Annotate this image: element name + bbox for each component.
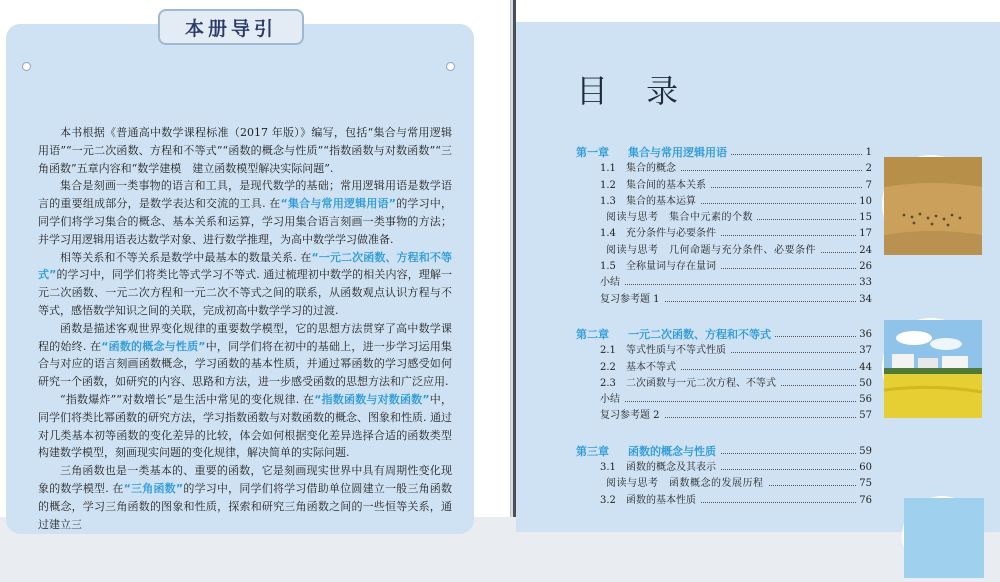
paragraph-text: 本书根据《普通高中数学课程标准（2017 年版）》编写，包括“集合与常用逻辑用语”“一元二次函数、方程和不等式”“函数的概念与性质”“指数函数与对数函数”“三角函数”五章内容和“数学建模 建立函数模型解决实际问题”. (38, 126, 452, 175)
left-page (0, 0, 510, 531)
paragraph-text: 的学习中，同学们将学习集合的概念、基本关系和运算，学习用集合语言刻画一类事物的方法；并学习用逻辑用语表达数学对象、进行数学推理，为高中数学学习做准备. (38, 197, 453, 246)
toc-page-number: 76 (856, 493, 872, 509)
toc-misc-entry[interactable] (576, 408, 872, 424)
toc-page-number: 60 (856, 460, 872, 476)
toc-entry-text (576, 327, 775, 343)
toc-entry-text (576, 444, 720, 460)
toc-chapter[interactable] (576, 444, 872, 460)
intro-paragraph (38, 462, 452, 533)
toc-entry-number: 1.1 (600, 163, 616, 175)
toc-entry-title: 小结 (600, 277, 620, 289)
toc-sec-entry[interactable] (576, 343, 872, 359)
toc-sec-entry[interactable] (576, 194, 872, 210)
paragraph-text: 的学习中，同学们将学习借助单位圆建立一般三角函数的概念，学习三角函数的图象和性质，探索和研究三角函数之间的一些恒等关系，通过建立三 (38, 481, 452, 531)
paragraph-text: 中，同学们将在初中的基础上，进一步学习运用集合与对应的语言刻画函数概念，学习函数的基本性质，并通过幂函数的学习感受如何研究一个函数，如研究的内容、思路和方法，进一步感受函数的思想方法和广泛应用. (38, 339, 452, 389)
toc-misc-entry[interactable] (576, 275, 872, 291)
toc-entry-text (576, 259, 720, 275)
toc-entry-title: 集合间的基本关系 (626, 179, 706, 191)
toc-page-number: 17 (856, 226, 872, 242)
toc-page-number: 15 (856, 210, 872, 226)
paragraph-text: 函数是描述客观世界变化规律的重要数学模型，它的思想方法贯穿了高中数学课程的始终. 在 (38, 321, 452, 353)
toc-entry-text (576, 243, 820, 259)
intro-paragraph (38, 177, 452, 248)
toc-page-number: 24 (856, 243, 872, 259)
toc-entry-title: 阅读与思考 集合中元素的个数 (606, 212, 753, 224)
toc-entry-number: 第一章 (576, 146, 609, 159)
toc-page-number: 34 (856, 292, 872, 308)
toc-page-number: 2 (863, 161, 872, 177)
toc-entry-number: 2.1 (600, 345, 616, 357)
toc-sec-entry[interactable] (576, 460, 872, 476)
toc-entry-title: 等式性质与不等式性质 (626, 345, 726, 357)
toc-entry-title: 阅读与思考 函数概念的发展历程 (606, 478, 764, 490)
toc-entry-text (576, 343, 730, 359)
toc-sec-entry[interactable] (576, 161, 872, 177)
toc-page-number: 37 (856, 343, 872, 359)
paragraph-text: “指数爆炸”“对数增长”是生活中常见的变化规律. 在 (60, 392, 315, 406)
toc-entry-title: 充分条件与必要条件 (626, 228, 716, 240)
toc-page-number: 50 (856, 376, 872, 392)
toc-entry-number: 1.4 (600, 228, 616, 240)
toc-page-number: 75 (856, 476, 872, 492)
toc-entry-number: 2.2 (600, 361, 616, 373)
toc-sec-entry[interactable] (576, 376, 872, 392)
binder-hole-right (446, 62, 455, 71)
paragraph-text: 中，同学们将类比幂函数的研究方法，学习指数函数与对数函数的概念、图象和性质. 通过对几类基本初等函数的变化差异的比较，体会如何根据变化差异选择合适的函数类型构建数学模型，刻画现实问题的变化规律，解决简单的实际问题. (38, 392, 452, 460)
toc-entry-title: 函数的基本性质 (626, 494, 696, 506)
toc-entry-text (576, 360, 680, 376)
rapeseed-village-photo (882, 318, 980, 416)
intro-title-tab (158, 9, 304, 45)
toc-entry-number: 第三章 (576, 444, 609, 458)
toc-entry-text (576, 376, 780, 392)
toc-sec-entry[interactable] (576, 259, 872, 275)
toc-entry-title: 小结 (600, 394, 620, 406)
toc-sub-entry[interactable] (576, 476, 872, 492)
toc-entry-number: 1.2 (600, 179, 616, 191)
chapter-highlight: “集合与常用逻辑用语” (280, 197, 396, 211)
toc-entry-text (576, 292, 664, 308)
intro-paragraph (38, 249, 452, 320)
toc-misc-entry[interactable] (576, 292, 872, 308)
toc-entry-text (576, 161, 680, 177)
intro-paragraph (38, 124, 452, 177)
intro-text (38, 124, 452, 533)
toc-entry-title: 集合与常用逻辑用语 (628, 146, 727, 159)
right-page (516, 0, 1000, 517)
toc-entry-text (576, 194, 700, 210)
toc-entry-title: 全称量词与存在量词 (626, 261, 716, 273)
toc-entry-title: 集合的概念 (626, 163, 676, 175)
toc-entry-text (576, 226, 720, 242)
toc-entry-text (576, 408, 664, 424)
toc-entry-text (576, 476, 768, 492)
intro-title: 本册导引 (184, 17, 277, 40)
toc-entry-title: 复习参考题 1 (600, 293, 660, 305)
toc-entry-number: 2.3 (600, 377, 616, 389)
toc-entry-number: 1.5 (600, 261, 616, 273)
toc-page-number: 56 (856, 392, 872, 408)
toc-page-number: 36 (856, 327, 872, 343)
toc-page-number: 59 (856, 444, 872, 460)
toc-entry-title: 函数的概念与性质 (628, 444, 716, 458)
toc-sub-entry[interactable] (576, 243, 872, 259)
grassland-photo (882, 155, 980, 253)
toc-entry-text (576, 210, 757, 226)
toc-entry-title: 复习参考题 2 (600, 410, 660, 422)
toc-sec-entry[interactable] (576, 493, 872, 509)
toc-entry-text (576, 178, 710, 194)
toc-page-number: 33 (856, 275, 872, 291)
toc-entry-title: 基本不等式 (626, 361, 676, 373)
toc-page-number: 26 (856, 259, 872, 275)
toc-entry-title: 一元二次函数、方程和不等式 (628, 327, 771, 341)
chapter-spacer (576, 308, 872, 327)
toc-page-number: 10 (856, 194, 872, 210)
toc-entry-text (576, 392, 624, 408)
paragraph-text: 集合是刻画一类事物的语言和工具，是现代数学的基础；常用逻辑用语是数学语言的重要组成部分，是数学表达和交流的工具. 在 (38, 179, 452, 211)
toc-page-number: 1 (863, 145, 872, 161)
chapter-highlight: “函数的概念与性质” (101, 339, 206, 353)
toc-entry-text (576, 460, 720, 476)
table-of-contents (576, 145, 872, 509)
toc-entry-number: 1.3 (600, 195, 616, 207)
chapter-highlight: “一元二次函数、方程和不等式” (38, 250, 452, 282)
binder-hole-left (22, 62, 31, 71)
toc-sec-entry[interactable] (576, 226, 872, 242)
toc-entry-title: 二次函数与一元二次方程、不等式 (626, 377, 776, 389)
intro-paragraph (38, 391, 452, 462)
chapter-highlight: “三角函数” (123, 481, 184, 495)
toc-chapter[interactable] (576, 145, 872, 161)
toc-entry-text (576, 275, 624, 291)
toc-misc-entry[interactable] (576, 392, 872, 408)
toc-entry-text (576, 493, 700, 509)
toc-entry-title: 函数的概念及其表示 (626, 462, 716, 474)
chapter-highlight: “指数函数与对数函数” (314, 392, 430, 406)
paragraph-text: 的学习中，同学们将类比等式学习不等式. 通过梳理初中数学的相关内容，理解一元二次函数、一元二次方程和一元二次不等式之间的联系，从函数观点认识方程与不等式，感悟数学知识之间的关联，完成初高中数学学习的过渡. (38, 268, 452, 317)
toc-entry-number: 3.1 (600, 462, 616, 474)
toc-sub-entry[interactable] (576, 210, 872, 226)
chapter-spacer (576, 425, 872, 444)
toc-sec-entry[interactable] (576, 178, 872, 194)
toc-entry-number: 第二章 (576, 327, 609, 341)
paragraph-text: 相等关系和不等关系是数学中最基本的数量关系. 在 (60, 250, 312, 264)
intro-paragraph (38, 320, 452, 391)
toc-page-number: 44 (856, 360, 872, 376)
toc-page-number: 7 (863, 178, 872, 194)
toc-entry-title: 集合的基本运算 (626, 195, 696, 207)
toc-page-number: 57 (856, 408, 872, 424)
toc-entry-text (576, 145, 731, 161)
toc-title: 目 录 (576, 72, 693, 110)
toc-entry-number: 3.2 (600, 494, 616, 506)
toc-entry-title: 阅读与思考 几何命题与充分条件、必要条件 (606, 244, 816, 256)
sky-photo (902, 496, 982, 576)
toc-sec-entry[interactable] (576, 360, 872, 376)
toc-chapter[interactable] (576, 327, 872, 343)
paragraph-text: 三角函数也是一类基本的、重要的函数，它是刻画现实世界中具有周期性变化现象的数学模型. 在 (38, 464, 452, 495)
